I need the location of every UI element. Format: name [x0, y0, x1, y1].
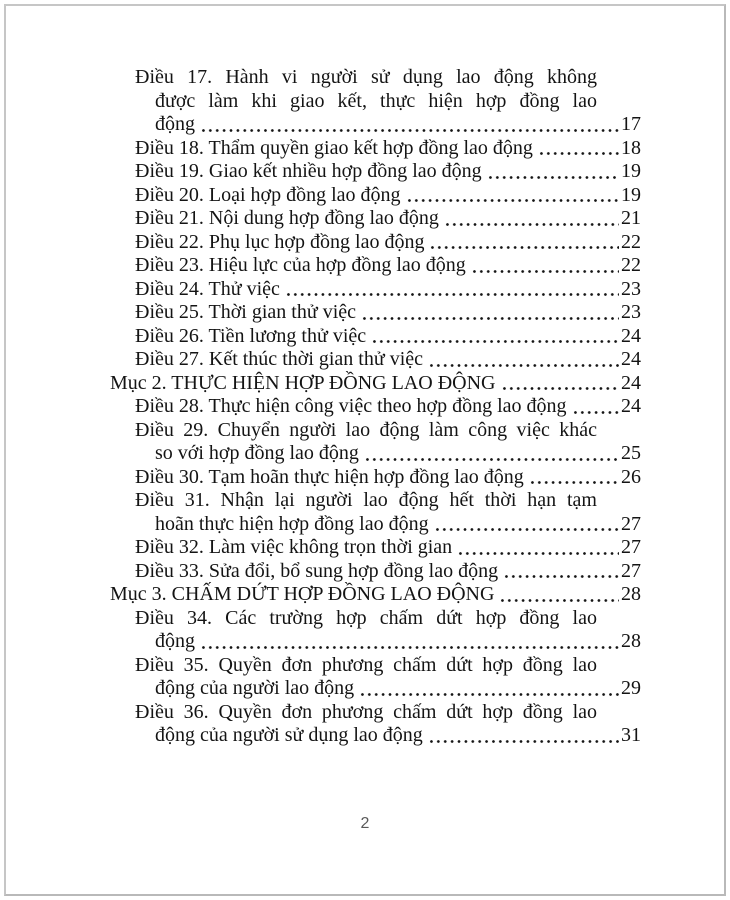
toc-page-number: 29 — [621, 677, 641, 699]
toc-row — [110, 583, 641, 607]
toc-row — [110, 254, 641, 278]
toc-row — [110, 160, 641, 184]
toc-row — [110, 278, 641, 302]
toc-page-number: 24 — [621, 348, 641, 370]
dot-leader — [444, 207, 619, 231]
toc-entry-dieu-30 — [110, 466, 641, 490]
toc-entry-title-line: Điều 17. Hành vi người sử dụng lao động không — [135, 66, 597, 88]
toc-page-number: 24 — [621, 395, 641, 417]
toc-entry-title: Điều 18. Thẩm quyền giao kết hợp đồng lao động — [135, 136, 533, 159]
toc-entry-dieu-19 — [110, 160, 641, 184]
toc-page-number: 23 — [621, 301, 641, 323]
toc-page-number: 24 — [621, 324, 641, 347]
toc-entry-dieu-17 — [110, 66, 641, 137]
toc-row — [110, 442, 641, 466]
toc-entry-title: động của người lao động — [155, 677, 355, 699]
toc-entry-title: so với hợp đồng lao động — [155, 442, 359, 464]
toc-entry-title: Điều 21. Nội dung hợp đồng lao động — [135, 207, 439, 229]
dot-leader — [487, 160, 619, 184]
toc-entry-title: Điều 32. Làm việc không trọn thời gian — [135, 536, 453, 558]
dot-leader — [538, 137, 619, 161]
toc-page-number: 18 — [621, 136, 641, 159]
toc-entry-dieu-33 — [110, 560, 641, 584]
toc-page-number: 19 — [621, 160, 641, 182]
dot-leader — [503, 560, 619, 584]
toc-row — [110, 513, 641, 537]
toc-row — [110, 184, 641, 208]
toc-row — [110, 630, 641, 654]
toc-page-number: 28 — [621, 583, 641, 605]
toc-row — [110, 677, 641, 701]
toc-row — [110, 301, 641, 325]
footer-page-number: 2 — [360, 815, 370, 832]
toc-entry-dieu-28 — [110, 395, 641, 419]
toc-page-number: 31 — [621, 724, 641, 746]
toc-entry-title-line: được làm khi giao kết, thực hiện hợp đồng lao — [155, 89, 597, 112]
dot-leader — [406, 184, 619, 208]
toc-entry-dieu-27 — [110, 348, 641, 372]
toc-page-number: 22 — [621, 230, 641, 253]
toc-row — [110, 348, 641, 372]
toc-page-number: 17 — [621, 113, 641, 135]
toc-entry-dieu-36 — [110, 701, 641, 748]
dot-leader — [501, 372, 620, 396]
toc-entry-title: động — [155, 113, 195, 135]
toc-entry-title: Điều 22. Phụ lục hợp đồng lao động — [135, 230, 425, 253]
toc-row — [110, 466, 641, 490]
toc-page-number: 24 — [621, 371, 641, 394]
dot-leader — [457, 536, 619, 560]
toc-entry-title-line: Điều 34. Các trường hợp chấm dứt hợp đồng lao — [135, 606, 597, 629]
toc-entry-dieu-26 — [110, 325, 641, 349]
toc-row — [110, 372, 641, 396]
toc-page-number: 23 — [621, 277, 641, 300]
toc-entry-dieu-18 — [110, 137, 641, 161]
toc-page-number: 22 — [621, 254, 641, 276]
toc-row — [110, 560, 641, 584]
toc-entry-dieu-32 — [110, 536, 641, 560]
toc-page-number: 21 — [621, 207, 641, 229]
toc-entry-title: động — [155, 630, 195, 652]
toc-row — [110, 137, 641, 161]
toc-row — [110, 207, 641, 231]
toc-entry-dieu-34 — [110, 607, 641, 654]
toc-entry-dieu-35 — [110, 654, 641, 701]
toc-entry-title: Điều 33. Sửa đổi, bổ sung hợp đồng lao động — [135, 559, 499, 582]
dot-leader — [361, 301, 619, 325]
toc-section-title: Mục 2. THỰC HIỆN HỢP ĐỒNG LAO ĐỘNG — [110, 371, 496, 394]
toc-row — [110, 536, 641, 560]
toc-entry-title-line: Điều 35. Quyền đơn phương chấm dứt hợp đồng lao — [135, 653, 597, 676]
dot-leader — [428, 724, 619, 748]
toc-entry-title: Điều 28. Thực hiện công việc theo hợp đồng lao động — [135, 395, 567, 417]
dot-leader — [359, 677, 619, 701]
dot-leader — [529, 466, 619, 490]
toc-row — [110, 113, 641, 137]
toc-page-number: 25 — [621, 442, 641, 464]
dot-leader — [371, 325, 619, 349]
toc-entry-title: Điều 25. Thời gian thử việc — [135, 301, 357, 323]
toc-entry-title-line: Điều 31. Nhận lại người lao động hết thời hạn tạm — [135, 489, 597, 511]
toc-entry-title: Điều 24. Thử việc — [135, 277, 280, 300]
toc-page-number: 19 — [621, 183, 641, 206]
toc-entry-title: Điều 27. Kết thúc thời gian thử việc — [135, 348, 424, 370]
toc-row — [110, 231, 641, 255]
page-footer — [6, 814, 724, 834]
toc-entry-title: Điều 26. Tiền lương thử việc — [135, 324, 367, 347]
toc-entry-dieu-23 — [110, 254, 641, 278]
dot-leader — [285, 278, 619, 302]
toc-page-number: 27 — [621, 559, 641, 582]
toc-entry-dieu-31 — [110, 489, 641, 536]
dot-leader — [200, 630, 619, 654]
toc-page-number: 27 — [621, 536, 641, 558]
toc-page-number: 28 — [621, 630, 641, 652]
dot-leader — [200, 113, 619, 137]
toc-entry-muc-3 — [110, 583, 641, 607]
toc-entry-title: Điều 23. Hiệu lực của hợp đồng lao động — [135, 254, 466, 276]
toc-entry-title-line: Điều 29. Chuyển người lao động làm công việc khác — [135, 418, 597, 441]
dot-leader — [428, 348, 619, 372]
table-of-contents — [110, 66, 641, 748]
toc-entry-dieu-22 — [110, 231, 641, 255]
dot-leader — [434, 513, 619, 537]
dot-leader — [471, 254, 619, 278]
toc-entry-title: Điều 20. Loại hợp đồng lao động — [135, 183, 401, 206]
toc-page-number: 27 — [621, 512, 641, 535]
toc-entry-dieu-29 — [110, 419, 641, 466]
toc-entry-dieu-24 — [110, 278, 641, 302]
document-page — [4, 4, 726, 896]
toc-entry-title: động của người sử dụng lao động — [155, 724, 423, 746]
dot-leader — [364, 442, 619, 466]
toc-entry-title: Điều 30. Tạm hoãn thực hiện hợp đồng lao động — [135, 465, 524, 488]
toc-entry-dieu-21 — [110, 207, 641, 231]
dot-leader — [429, 231, 619, 255]
toc-entry-muc-2 — [110, 372, 641, 396]
dot-leader — [499, 583, 619, 607]
toc-section-title: Mục 3. CHẤM DỨT HỢP ĐỒNG LAO ĐỘNG — [110, 583, 495, 605]
toc-row — [110, 724, 641, 748]
toc-entry-dieu-20 — [110, 184, 641, 208]
toc-page-number: 26 — [621, 465, 641, 488]
toc-row — [110, 395, 641, 419]
toc-row — [110, 325, 641, 349]
toc-entry-title-line: Điều 36. Quyền đơn phương chấm dứt hợp đồng lao — [135, 700, 597, 723]
toc-entry-dieu-25 — [110, 301, 641, 325]
toc-entry-title: Điều 19. Giao kết nhiều hợp đồng lao động — [135, 160, 482, 182]
toc-entry-title: hoãn thực hiện hợp đồng lao động — [155, 512, 429, 535]
dot-leader — [572, 395, 619, 419]
